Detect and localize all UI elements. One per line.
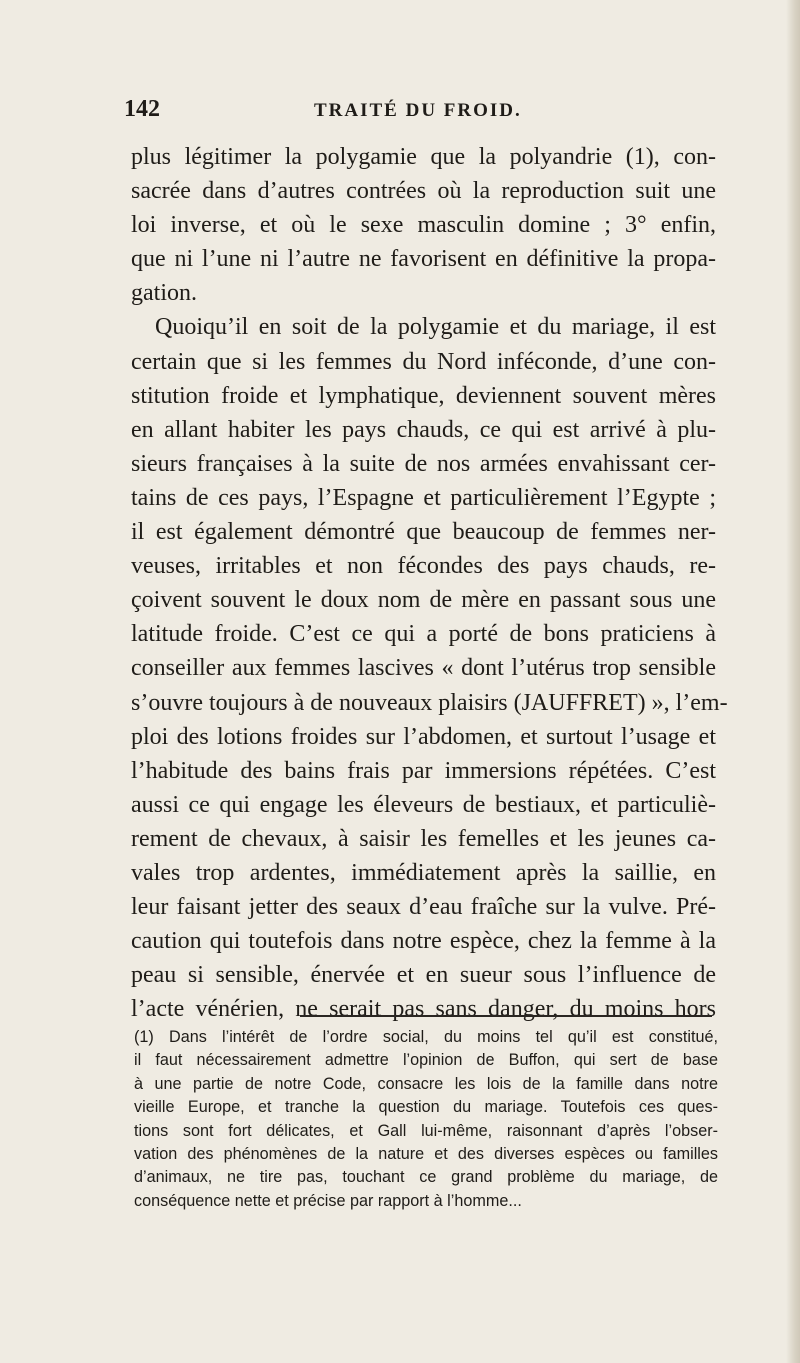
text-line: aussi ce qui engage les éleveurs de bestiaux, et particuliè- [131,791,716,818]
text-line: çoivent souvent le doux nom de mère en passant sous une [131,587,716,614]
text-line: Quoiqu’il en soit de la polygamie et du mariage, il est [155,314,716,341]
text-line: loi inverse, et où le sexe masculin domine ; 3° enfin, [131,212,716,239]
text-line: ploi des lotions froides sur l’abdomen, et surtout l’usage et [131,723,716,750]
main-text [131,140,728,1026]
page-header [124,96,724,130]
text-line: latitude froide. C’est ce qui a porté de bons praticiens à [131,621,716,648]
text-line: en allant habiter les pays chauds, ce qui est arrivé à plu- [131,416,716,443]
page-number: 142 [124,96,160,122]
text-line: rement de chevaux, à saisir les femelles et les jeunes ca- [131,825,716,852]
text-line: peau si sensible, énervée et en sueur sous l’influence de [131,962,716,989]
text-line: certain que si les femmes du Nord inféconde, d’une con- [131,348,716,375]
footnote-line: (1) Dans l’intérêt de l’ordre social, du moins tel qu’il est constitué, [134,1028,718,1046]
text-line: caution qui toutefois dans notre espèce, chez la femme à la [131,928,716,955]
text-line: l’acte vénérien, ne serait pas sans danger, du moins hors [131,996,716,1023]
text-line: tains de ces pays, l’Espagne et particulièrement l’Egypte ; [131,484,716,511]
text-line: leur faisant jetter des seaux d’eau fraîche sur la vulve. Pré- [131,894,716,921]
footnote-line: vation des phénomènes de la nature et des diverses espèces ou familles [134,1144,718,1163]
text-line: plus légitimer la polygamie que la polyandrie (1), con- [131,144,716,170]
text-line: il est également démontré que beaucoup de femmes ner- [131,519,716,546]
footnote-line: il faut nécessairement admettre l’opinion de Buffon, qui sert de base [134,1051,718,1070]
text-line: stitution froide et lymphatique, deviennent souvent mères [131,382,716,409]
footnote [134,1026,718,1213]
text-line: gation. [131,280,197,307]
text-line: sacrée dans d’autres contrées où la reproduction suit une [131,178,716,205]
text-line: s’ouvre toujours à de nouveaux plaisirs (JAUFFRET) », l’em- [131,689,728,716]
footnote-line: à une partie de notre Code, consacre les lois de la famille dans notre [134,1074,718,1093]
footnote-line: conséquence nette et précise par rapport à l’homme... [134,1191,522,1210]
footnote-rule [300,1015,712,1017]
running-title: TRAITÉ DU FROID. [314,100,522,121]
footnote-line: d’animaux, ne tire pas, touchant ce grand problème du mariage, de [134,1168,718,1187]
footnote-line: tions sont fort délicates, et Gall lui-même, raisonnant d’après l’obser- [134,1121,718,1140]
text-line: conseiller aux femmes lascives « dont l’utérus trop sensible [131,655,716,682]
text-line: l’habitude des bains frais par immersions répétées. C’est [131,757,716,784]
page-edge-shadow [786,0,800,1363]
text-line: veuses, irritables et non fécondes des pays chauds, re- [131,553,716,580]
text-line: que ni l’une ni l’autre ne favorisent en définitive la propa- [131,246,716,273]
text-line: sieurs françaises à la suite de nos armées envahissant cer- [131,450,716,477]
footnote-line: vieille Europe, et tranche la question du mariage. Toutefois ces ques- [134,1098,718,1117]
text-line: vales trop ardentes, immédiatement après la saillie, en [131,859,716,886]
